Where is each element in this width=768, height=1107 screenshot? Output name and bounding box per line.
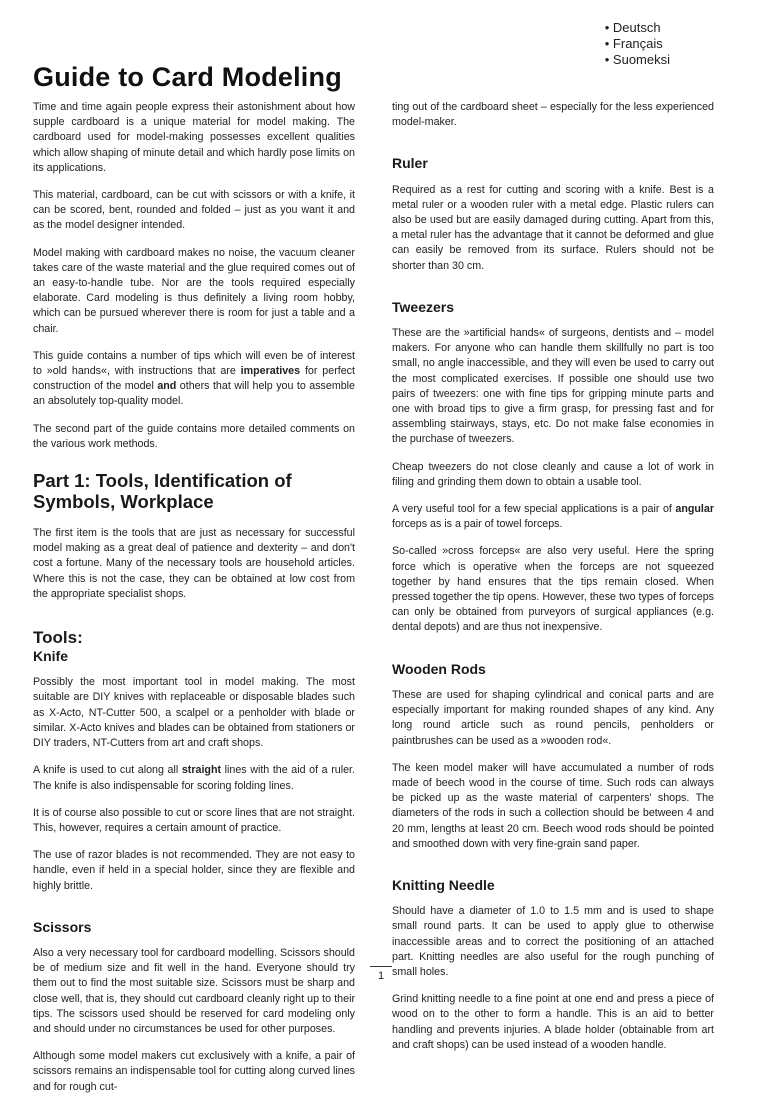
knife-paragraph-3: It is of course also possible to cut or score lines that are not straight. This, however, requires a certain amount of practice. bbox=[33, 806, 355, 834]
scissors-heading: Scissors bbox=[33, 918, 92, 935]
knife-heading: Knife bbox=[33, 648, 68, 665]
language-link-deutsch[interactable]: • Deutsch bbox=[605, 20, 670, 36]
language-link-suomeksi[interactable]: • Suomeksi bbox=[605, 52, 670, 68]
knife-paragraph-2 bbox=[33, 763, 355, 793]
second-part-paragraph: The second part of the guide contains more detailed comments on the various work methods. bbox=[33, 422, 355, 450]
wooden-rods-heading: Wooden Rods bbox=[392, 660, 486, 677]
knitting-needle-paragraph-2: Grind knitting needle to a fine point at one end and press a piece of wood on to the other to form a handle. This is an aid to better handling and prevents injuries. A blade holder (obtainable from art and craft shops) can be used instead of a wooden handle. bbox=[392, 993, 714, 1051]
knife-text-c: lines with the aid of a ruler. The knife is also indispensable for scoring folding lines. bbox=[33, 764, 355, 792]
guide-text-c: for perfect construction of the model bbox=[33, 365, 355, 393]
part1-paragraph: The first item is the tools that are just as necessary for successful model making as a great deal of patience and dexterity – and don't cost a fortune. Many of the necessary tools are household articles. Where this is not the case, they can be obtained at low cost from the appropriate specialist shops. bbox=[33, 527, 355, 600]
intro-paragraph-2: This material, cardboard, can be cut with scissors or with a knife, it can be scored, bent, rounded and folded – just as you want it and as the model designer intended. bbox=[33, 189, 355, 232]
tweezers-text-a: A very useful tool for a few special applications is a pair of bbox=[392, 503, 676, 516]
tweezers-text-b: angular bbox=[675, 503, 714, 516]
guide-text-d: and bbox=[157, 380, 177, 393]
tools-heading: Tools: bbox=[33, 628, 83, 648]
ruler-heading: Ruler bbox=[392, 155, 428, 172]
scissors-paragraph-2: Although some model makers cut exclusively with a knife, a pair of scissors remains an indispensable tool for cutting along curved lines and for rough cut- bbox=[33, 1050, 355, 1093]
guide-paragraph bbox=[33, 349, 355, 410]
knife-text-b: straight bbox=[181, 764, 222, 777]
language-list bbox=[605, 20, 670, 68]
guide-text-b: imperatives bbox=[240, 365, 301, 378]
language-link-francais[interactable]: • Français bbox=[605, 36, 670, 52]
part1-heading: Part 1: Tools, Identification of Symbols, Workplace bbox=[33, 470, 292, 513]
intro-paragraph-3: Model making with cardboard makes no noise, the vacuum cleaner takes care of the waste material and the glue required comes out of an easy-to-handle tube. Nor are the tools required especially elaborate. Card modeling is thus definitely a living room hobby, which can be pursued wherever there is room for just a table and a chair. bbox=[33, 246, 355, 335]
page-title: Guide to Card Modeling bbox=[33, 62, 342, 92]
tweezers-text-c: forceps as is a pair of towel forceps. bbox=[392, 518, 563, 531]
tweezers-heading: Tweezers bbox=[392, 298, 454, 315]
page-number: 1 bbox=[370, 966, 392, 982]
knife-text-a: A knife is used to cut along all bbox=[33, 764, 182, 777]
tweezers-paragraph-1: These are the »artificial hands« of surgeons, dentists and – model makers. For anyone who can handle them skillfully no part is too small, no angle inaccessible, and they will even be used to carry out the most complicated exercises. If possible one should use two pairs of tweezers: one with fine tips for gripping minute parts and one with broad tips to give a firm grasp, for pressing fast and for assembling stairways, stays, etc. Do not make false economies in the purchase of tweezers. bbox=[392, 327, 714, 446]
tweezers-paragraph-2: Cheap tweezers do not close cleanly and cause a lot of work in filing and grinding them down to obtain a usable tool. bbox=[392, 460, 714, 488]
guide-text-a: This guide contains a number of tips which will even be of interest to »old hands«, with instructions that are bbox=[33, 349, 355, 378]
knife-paragraph-1: Possibly the most important tool in model making. The most suitable are DIY knives with replaceable or disposable blades such as X-Acto, NT-Cutter 500, a scalpel or a penholder with blade or similar. X-Acto knives and blades can be obtained from stationers or DIY traders, NT-Cutters from art and craft shops. bbox=[33, 676, 355, 750]
wooden-rods-paragraph-2: The keen model maker will have accumulated a number of rods made of beech wood in the course of time. Such rods can always be picked up as the waste material of carpenters' shops. The diameters of the rods in such a collection should be between 4 and 20 mm, lengths at least 20 cm. Beech wood rods should be pointed and smoothed down with very fine-grain sand paper. bbox=[392, 761, 714, 850]
right-column bbox=[392, 100, 714, 1065]
knitting-needle-heading: Knitting Needle bbox=[392, 876, 495, 893]
knitting-needle-paragraph-1: Should have a diameter of 1.0 to 1.5 mm and is used to shape small round parts. It can be used to apply glue to otherwise inaccessible areas and to correct the positioning of an attached part. Knitting needles are also useful for the rough punching of small holes. bbox=[392, 905, 714, 978]
scissors-paragraph-1: Also a very necessary tool for cardboard modelling. Scissors should be of medium size and fit well in the hand. Everyone should try them out to find the most suitable size. Scissors must be sharp and close well, that is, they should cut cardboard cleanly right up to their tips. The scissors used should be reserved for card modeling only and should under no circumstances be used for other purposes. bbox=[33, 946, 355, 1035]
wooden-rods-paragraph-1: These are used for shaping cylindrical and conical parts and are especially important for making rounded shapes of any kind. Any long round article such as round pencils, penholders or paintbrushes can be used as a »wooden rod«. bbox=[392, 688, 714, 747]
tweezers-paragraph-4: So-called »cross forceps« are also very useful. Here the spring force which is operative when the forceps are not squeezed together by hand ensures that the tips remain closed. When pressed together the tip opens. However, these two types of forceps can only be obtained from purveyors of surgical appliances (e.g. dental depots) and are thus not inexpensive. bbox=[392, 545, 714, 634]
intro-paragraph-1: Time and time again people express their astonishment about how supple cardboard is a unique material for model making. The cardboard used for model-making possesses excellent qualities which allow shaping of minute detail and which hardly pose limits on its applications. bbox=[33, 101, 355, 174]
knife-paragraph-4: The use of razor blades is not recommended. They are not easy to handle, even if held in a special holder, since they are flexible and highly brittle. bbox=[33, 849, 355, 892]
tweezers-paragraph-3 bbox=[392, 502, 714, 532]
left-column bbox=[33, 100, 355, 1107]
scissors-paragraph-2-continued: ting out of the cardboard sheet – especially for the less experienced model-maker. bbox=[392, 101, 714, 129]
guide-text-e: others that will help you to assemble an absolutely top-quality model. bbox=[33, 380, 355, 408]
ruler-paragraph: Required as a rest for cutting and scoring with a knife. Best is a metal ruler or a wooden ruler with a metal edge. Plastic rulers can also be used but are easily damaged during cutting. Apart from this, a metal ruler has the advantage that it cannot be deformed and glue can easily be removed from its surface. Rulers should not be shorter than 30 cm. bbox=[392, 183, 714, 272]
